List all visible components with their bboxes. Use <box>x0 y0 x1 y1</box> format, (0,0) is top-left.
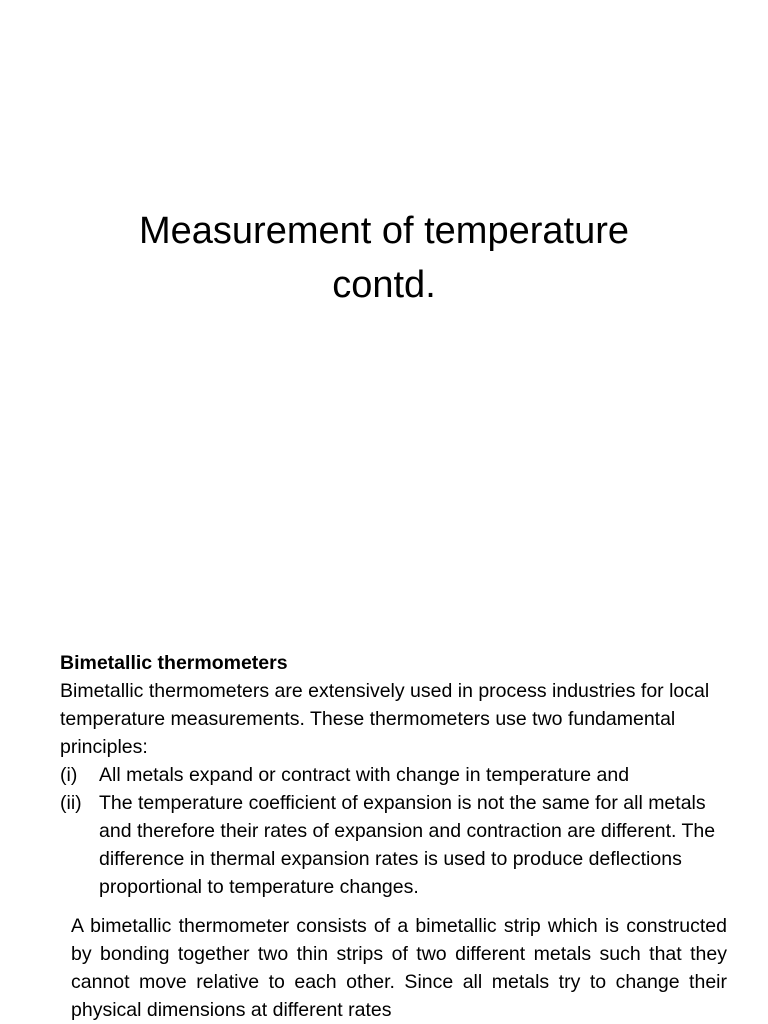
description-paragraph: A bimetallic thermometer consists of a bimetallic strip which is constructed by bonding together two thin strips of two different metals such that they cannot move relative to each other. Since all metals try to change their physical dimensions at different rates <box>71 915 727 1021</box>
slide-title-line1: Measurement of temperature <box>138 210 629 252</box>
slide-title-line2: contd. <box>332 264 436 306</box>
list-item <box>60 761 740 789</box>
list-item <box>60 789 740 901</box>
list-item-number: (i) <box>60 764 78 786</box>
intro-paragraph: Bimetallic thermometers are extensively used in process industries for local temperature measurements. These thermometers use two fundamental principles: <box>60 680 710 758</box>
list-item-text: All metals expand or contract with change in temperature and <box>99 764 630 786</box>
slide-title <box>0 204 768 312</box>
section-heading: Bimetallic thermometers <box>60 652 288 674</box>
list-item-number: (ii) <box>60 792 82 814</box>
principles-list <box>60 761 740 901</box>
content-block <box>60 649 740 901</box>
list-item-text: The temperature coefficient of expansion is not the same for all metals and therefore their rates of expansion and contraction are different. The difference in thermal expansion rates is used to produce deflections proportional to temperature changes. <box>99 792 716 898</box>
